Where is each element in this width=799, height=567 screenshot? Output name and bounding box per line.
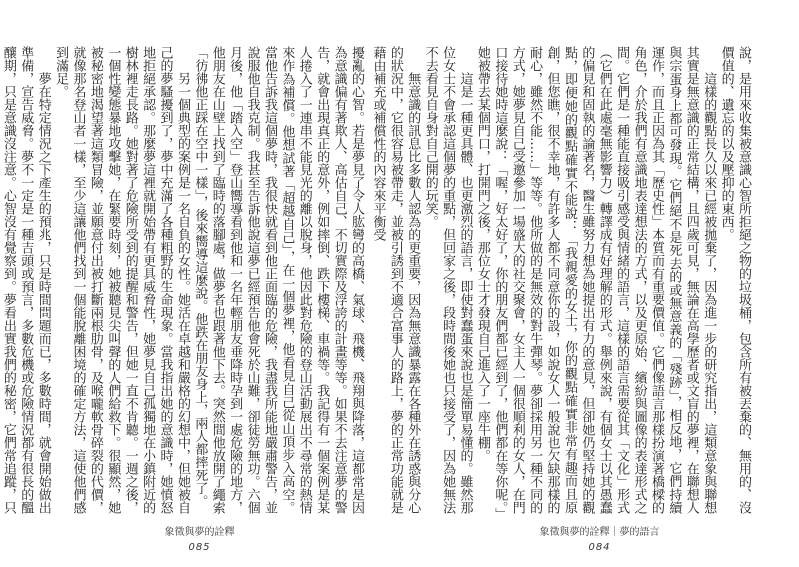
right-page-footer: [400, 526, 799, 554]
page-number: 085: [188, 542, 211, 553]
paragraph: 說，是用來收集被意識心智所拒絕之物的垃圾桶，包含所有被丟棄的、無用的、沒價值的、遺忘的以及壓抑的東西。: [718, 46, 751, 514]
paragraph: 這樣的觀點長久以來已經被拋棄了，因為進一步的研究指出，這類意象與聯想其實是無意識的正常結構，且四歲可見，無論在高學歷者或文盲的夢裡，在聯想人與宗蛋身上都可發現。它們絕不是死去的或無意義的「殘跡」，相反地，它們持續運作，而且正因為其「歷史性」本質而有重要價值。它們像語言那樣扮演著橋樑的角色，介於我們有意識地表達想法的方式，以及更原始、繽紛與圖像的表達形式之間。它們是一種能直接吸引感受與情緒的語言，這樣的語言需要從其「文化」形式（它們在此處毫無影響力）轉譯成有好理解的形式。舉例來說，有個女士以其愚蠢的偏見和固執的論著名，醫生雖努力想為她提出有力的意見，但卻她仍堅持她的觀點，即便她的觀點確實不能說：「我親愛的女士，你的觀點確實非常有趣而且原創，但您瞧，很不幸地，有許多人都不同意你的設，如說女人一般說也欠缺那樣的耐心，雖然不能……」等等。他所做的是無效的對牛彈琴。夢卻採用另一種不同的方式，她夢見自己受邀參加一場盛大的社交聚會，女主人一個很順利的女人，在門口接待她時這麼說：「喔，好太好了，你的朋友們都已經到了，他們都在等你呢。」她被帶去某個門口，打開門之後，那位女士才發現自己進入了一座牛棚。: [474, 46, 717, 514]
page-number: 084: [588, 542, 611, 553]
running-footer-title: 象徵與夢的詮釋: [164, 527, 235, 538]
paragraph: 夢在特定情況之下產生的預兆，只是時間問題而已，多數時間，就會開始做出準備，宣告威脅。夢不一定是一種吉頭或預言，多數危機或危險情況都有很長的醞釀期，只是意識沒注意。心智沒有覺察到。夢看出實我們的秘密，它們常追蹤，只: [0, 46, 51, 514]
left-page-footer: [0, 526, 399, 554]
paragraph: 另一個典型的案例是一名自負的女性。她活在卓越和嚴格的幻想中，但她被自己的夢騷擾到了，夢中充滿了各種粗野的生命現象。當我指出她的意識時，她憤怒地拒絕承認。那麼夢這裡就開始帶有更具威脅性，她夢見自己孤獨地在小鎮附近的樹林裡走長路。她對著了危險所受到的提醒和警告，但她一直不肯聽。一週之後，一個性變態暴地攻擊她，在緊要時刻，她被聽見尖叫聲的人們給救下。很顯然，她被秘密地渴望著這類冒險，並願意付出被打斷兩根肋骨，及喉嚨軟骨碎裂的代價，就像那名登山者一樣，至少這讓他們找到一個能脫離困境的確定方法，這使他們感到滿足。: [53, 46, 190, 514]
paragraph: 這是一種更具體、也更激烈的語言，即使對蠢蛋來說也是簡單易懂的。雖然那位女士不會承認這個夢的重點，但回家之後，段時間後她也只接受了，因為她無法不去看見自身對自己開的玩笑。: [422, 46, 473, 514]
left-page: [0, 0, 399, 567]
right-page-text: [370, 46, 752, 514]
right-page: [370, 0, 799, 567]
paragraph: 擾亂的心智。若是夢見了令人肱彎的高橋、氣球、飛機、飛翔與降落，這都常是因為意識偏有著欺人、高估自己、不切實際及浮誇的計畫等等。如果不去注意夢的警告，就會出現真正的意外，例如摔倒、跌下樓梯、車禍等。我記得有一個案例是某人捲入了一連串不能見光的離以脫身，他因此對危險的登山活動展出不尋常的熱情來作為補償。他想試著「超越自己」，在一個夢裡，他看見自己從山頂步入高空。當他告訴我這個夢時，我很快就看到他正面臨的危險，我盡我所能地嚴肅警告，並說服他自我克制。我甚至告訴他說這夢已經預告他會死於山難，卻徒勞無功。六個月後，他「踏入空」登山嚮導看到他和一名年輕朋友垂降時孕到一處危險的地方，他朋友在山壁上找到了臨時的落腳處，做夢者也跟著他下去。突然間他放開了繩索「彷彿他正踩在空中一樣」，後來嚮導這麼說。他跌在朋友身上，兩人都摔死了。: [192, 46, 364, 514]
left-page-text: [0, 46, 365, 514]
running-footer-title: 象徵與夢的詮釋｜夢的語言: [539, 527, 660, 538]
paragraph: 無意識的訊息比多數人認為的更重要，因為無意識暴露在各種外在誘惑與分心的狀況中，它很容易被帶走，並被引誘到不適合富事人的路上，夢的正常功能就是藉由補充或補償性的內容來平衡受: [370, 46, 421, 514]
